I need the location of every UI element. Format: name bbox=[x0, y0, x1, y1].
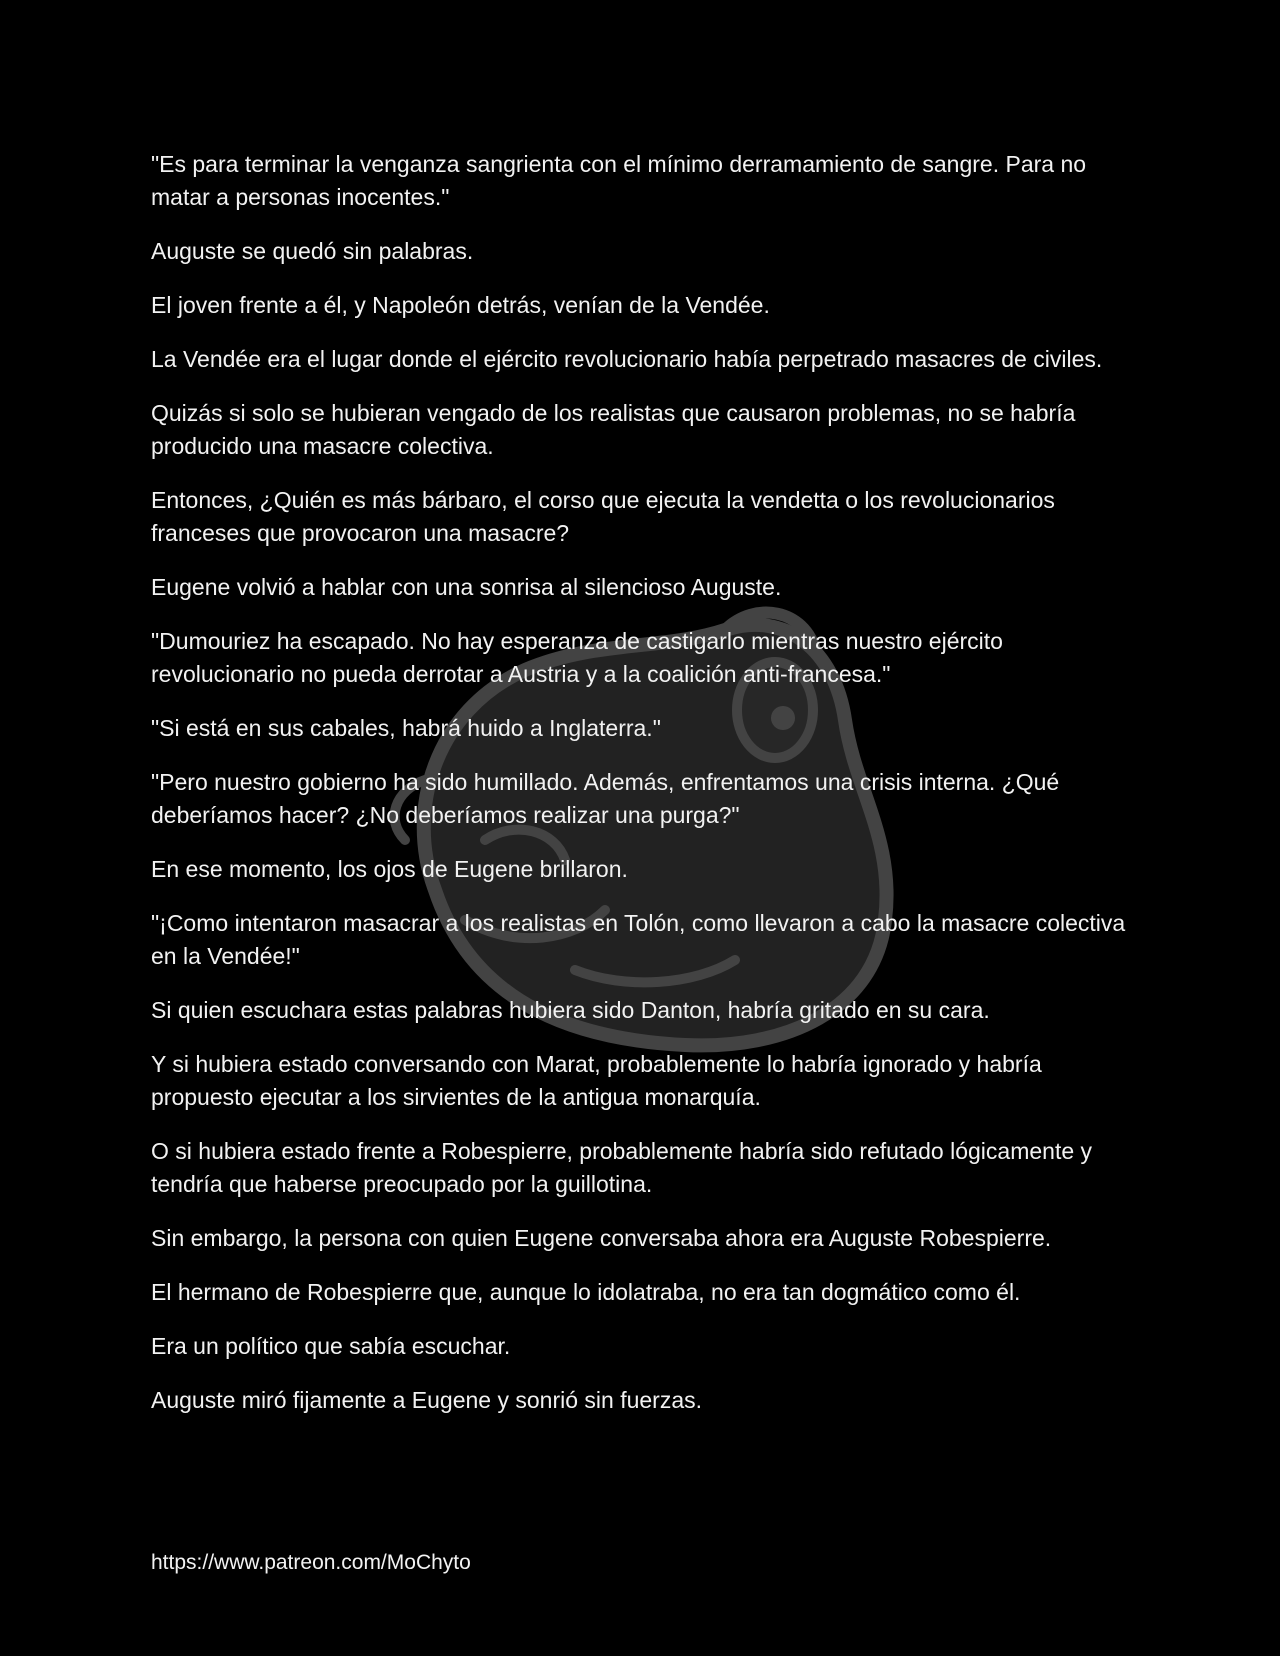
document-body bbox=[151, 148, 1141, 1438]
paragraph: Era un político que sabía escuchar. bbox=[151, 1333, 511, 1359]
paragraph: "Si está en sus cabales, habrá huido a Inglaterra." bbox=[151, 715, 661, 741]
paragraph: La Vendée era el lugar donde el ejército revolucionario había perpetrado masacres de civiles. bbox=[151, 346, 1103, 372]
paragraph: Auguste miró fijamente a Eugene y sonrió sin fuerzas. bbox=[151, 1387, 703, 1413]
paragraph: Y si hubiera estado conversando con Marat, probablemente lo habría ignorado y habría propuesto ejecutar a los sirvientes de la antigua monarquía. bbox=[151, 1051, 1042, 1110]
paragraph: "Dumouriez ha escapado. No hay esperanza de castigarlo mientras nuestro ejército revolucionario no pueda derrotar a Austria y a la coalición anti-francesa." bbox=[151, 628, 1003, 687]
paragraph: Si quien escuchara estas palabras hubiera sido Danton, habría gritado en su cara. bbox=[151, 997, 990, 1023]
patreon-link[interactable]: https://www.patreon.com/MoChyto bbox=[151, 1551, 471, 1574]
paragraph: El hermano de Robespierre que, aunque lo idolatraba, no era tan dogmático como él. bbox=[151, 1279, 1021, 1305]
paragraph: "¡Como intentaron masacrar a los realistas en Tolón, como llevaron a cabo la masacre colectiva en la Vendée!" bbox=[151, 910, 1126, 969]
paragraph: Sin embargo, la persona con quien Eugene conversaba ahora era Auguste Robespierre. bbox=[151, 1225, 1052, 1251]
paragraph: Entonces, ¿Quién es más bárbaro, el corso que ejecuta la vendetta o los revolucionarios franceses que provocaron una masacre? bbox=[151, 487, 1055, 546]
paragraph: El joven frente a él, y Napoleón detrás, venían de la Vendée. bbox=[151, 292, 770, 318]
paragraph: En ese momento, los ojos de Eugene brillaron. bbox=[151, 856, 628, 882]
paragraph: O si hubiera estado frente a Robespierre, probablemente habría sido refutado lógicamente y tendría que haberse preocupado por la guillotina. bbox=[151, 1138, 1093, 1197]
paragraph: Auguste se quedó sin palabras. bbox=[151, 238, 474, 264]
paragraph: "Es para terminar la venganza sangrienta con el mínimo derramamiento de sangre. Para no matar a personas inocentes." bbox=[151, 151, 1087, 210]
paragraph: Quizás si solo se hubieran vengado de los realistas que causaron problemas, no se habría producido una masacre colectiva. bbox=[151, 400, 1076, 459]
paragraph: "Pero nuestro gobierno ha sido humillado. Además, enfrentamos una crisis interna. ¿Qué deberíamos hacer? ¿No deberíamos realizar una purga?" bbox=[151, 769, 1060, 828]
paragraph: Eugene volvió a hablar con una sonrisa al silencioso Auguste. bbox=[151, 574, 782, 600]
